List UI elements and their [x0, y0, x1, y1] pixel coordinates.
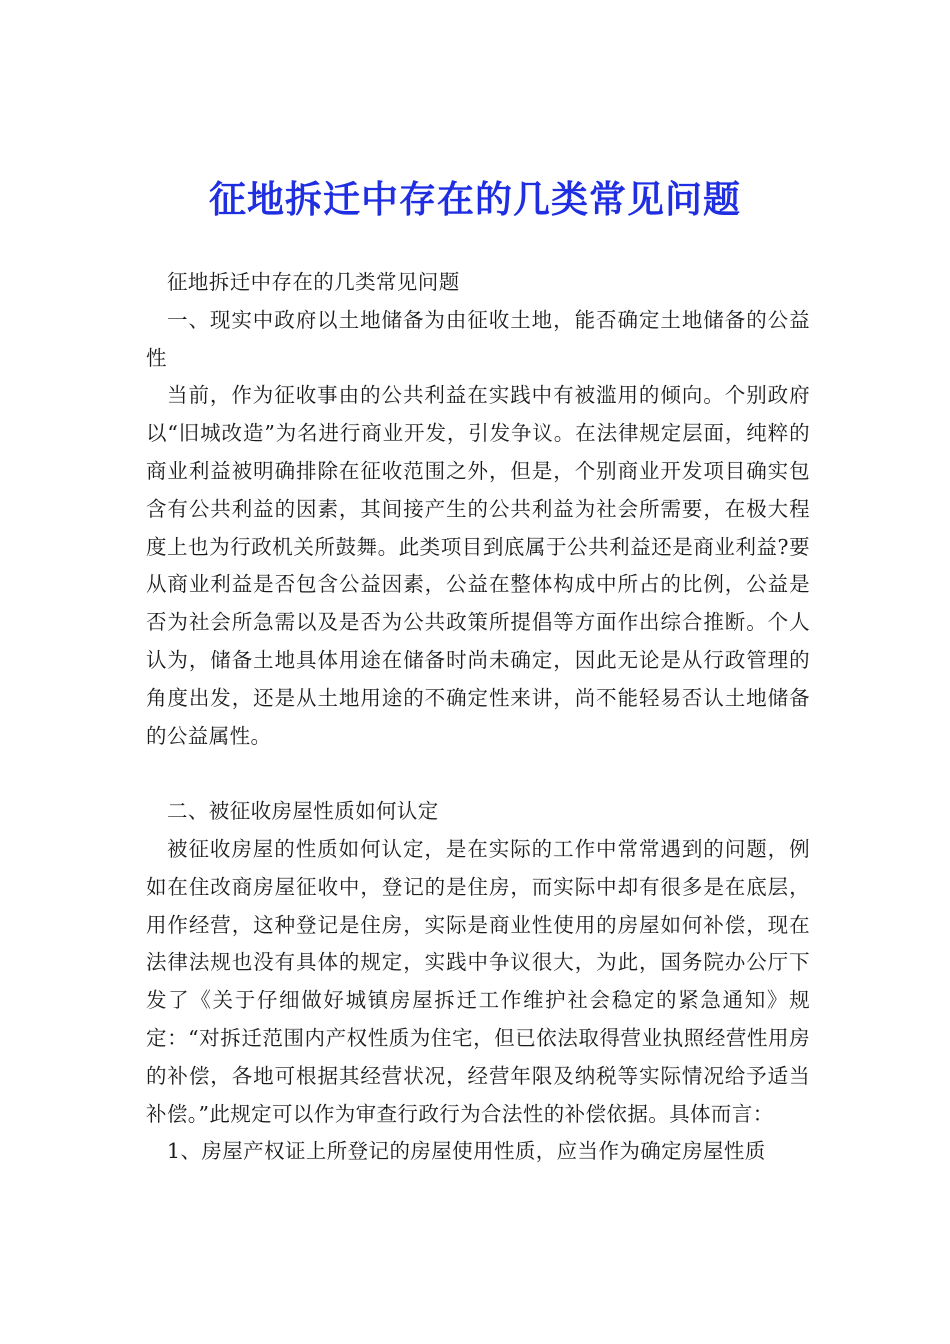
subtitle-paragraph: 征地拆迁中存在的几类常见问题: [167, 270, 460, 294]
document-title-text: 征地拆迁中存在的几类常见问题: [209, 178, 741, 221]
body-paragraph-1: 当前，作为征收事由的公共利益在实践中有被滥用的倾向。个别政府以“旧城改造”为名进行商业开发，引发争议。在法律规定层面，纯粹的商业利益被明确排除在征收范围之外，但是，个别商业开发项目确实包含有公共利益的因素，其间接产生的公共利益为社会所需要，在极大程度上也为行政机关所鼓舞。此类项目到底属于公共利益还是商业利益?要从商业利益是否包含公益因素，公益在整体构成中所占的比例，公益是否为社会所急需以及是否为公共政策所提倡等方面作出综合推断。个人认为，储备土地具体用途在储备时尚未确定，因此无论是从行政管理的角度出发，还是从土地用途的不确定性来讲，尚不能轻易否认土地储备的公益属性。: [146, 383, 810, 748]
section-heading-1: 一、现实中政府以土地储备为由征收土地，能否确定土地储备的公益性: [146, 307, 810, 370]
section-heading-2: 二、被征收房屋性质如何认定: [167, 799, 439, 824]
paragraph-spacer: [146, 755, 810, 793]
document-title: [0, 176, 950, 224]
list-item-1: 1、房屋产权证上所登记的房屋使用性质，应当作为确定房屋性质: [167, 1139, 766, 1164]
body-paragraph-2: 被征收房屋的性质如何认定，是在实际的工作中常常遇到的问题，例如在住改商房屋征收中，登记的是住房，而实际中却有很多是在底层，用作经营，这种登记是住房，实际是商业性使用的房屋如何补偿，现在法律法规也没有具体的规定，实践中争议很大，为此，国务院办公厅下发了《关于仔细做好城镇房屋拆迁工作维护社会稳定的紧急通知》规定：“对拆迁范围内产权性质为住宅，但已依法取得营业执照经营性用房的补偿，各地可根据其经营状况，经营年限及纳税等实际情况给予适当补偿。”此规定可以作为审查行政行为合法性的补偿依据。具体而言：: [146, 836, 810, 1126]
document-body: [146, 264, 810, 1171]
